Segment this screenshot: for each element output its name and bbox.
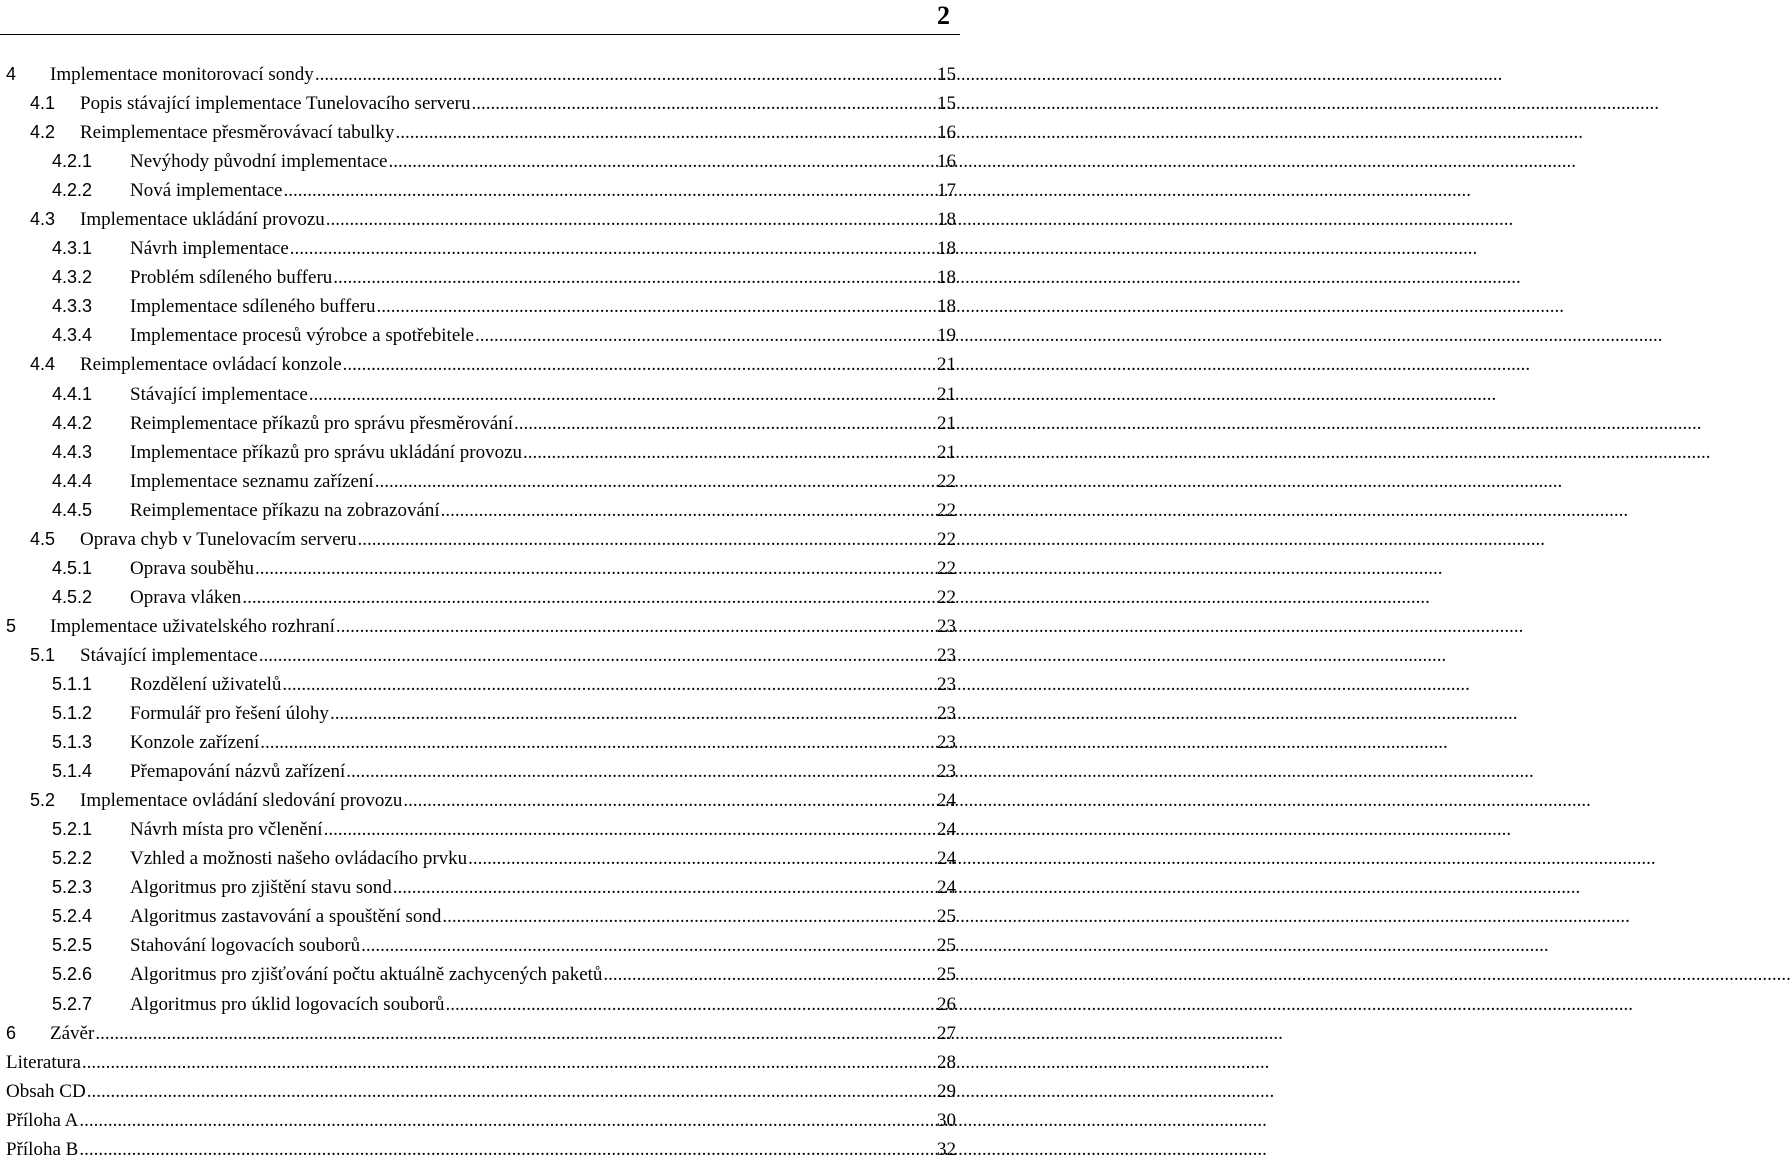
toc-entry-number: 4.4.5 [52, 499, 93, 520]
toc-entry-page: 15 [937, 64, 956, 86]
toc-entry-number: 4.2.1 [52, 151, 93, 172]
toc-entry[interactable] [0, 321, 956, 350]
toc-entry[interactable] [0, 525, 956, 554]
toc-entry-page: 16 [937, 151, 956, 173]
toc-entry-page: 23 [937, 703, 956, 725]
toc-entry-title: Stahování logovacích souborů [130, 935, 361, 957]
toc-entry-title: Stávající implementace [130, 383, 308, 405]
toc-dot-leader [260, 728, 936, 757]
toc-entry-title: Implementace procesů výrobce a spotřebitele [130, 325, 474, 347]
toc-entry-page: 15 [937, 93, 956, 115]
toc-entry[interactable] [0, 263, 956, 292]
toc-entry-title: Implementace monitorovací sondy [50, 64, 314, 86]
toc-entry-title: Reimplementace příkazů pro správu přesměrování [130, 412, 514, 434]
toc-entry[interactable] [0, 118, 956, 147]
toc-entry-page: 29 [937, 1080, 956, 1102]
toc-dot-leader [79, 1106, 936, 1135]
toc-entry-title: Návrh místa pro včlenění [130, 819, 323, 841]
toc-entry-title: Algoritmus pro zjišťování počtu aktuálně zachycených paketů [130, 964, 603, 986]
toc-dot-leader [259, 641, 936, 670]
toc-entry-page: 24 [937, 790, 956, 812]
toc-entry-number: 4.5.1 [52, 557, 93, 578]
toc-dot-leader [283, 176, 936, 205]
toc-entry-number: 4.3.1 [52, 238, 93, 259]
toc-entry[interactable] [0, 612, 956, 641]
toc-entry-number: 5.2.4 [52, 906, 93, 927]
toc-entry-number: 6 [6, 1022, 17, 1043]
toc-entry-title: Reimplementace přesměrovávací tabulky [80, 122, 395, 144]
toc-entry[interactable] [0, 1048, 956, 1077]
toc-entry-number: 5 [6, 615, 17, 636]
toc-entry-title: Reimplementace příkazu na zobrazování [130, 499, 440, 521]
toc-entry-number: 4.4.4 [52, 470, 93, 491]
toc-entry-page: 21 [937, 383, 956, 405]
toc-entry[interactable] [0, 176, 956, 205]
toc-dot-leader [326, 205, 936, 234]
header-rule [0, 34, 960, 35]
toc-entry-number: 4.3.4 [52, 325, 93, 346]
toc-entry-title: Formulář pro řešení úlohy [130, 703, 329, 725]
toc-entry-page: 19 [937, 325, 956, 347]
toc-entry-page: 18 [937, 209, 956, 231]
toc-entry-number: 4.2.2 [52, 180, 93, 201]
toc-entry[interactable] [0, 786, 956, 815]
toc-entry-number: 5.2.2 [52, 848, 93, 869]
toc-entry-title: Nová implementace [130, 180, 283, 202]
toc-entry[interactable] [0, 409, 956, 438]
toc-dot-leader [333, 263, 936, 292]
toc-dot-leader [82, 1048, 936, 1077]
toc-entry[interactable] [0, 641, 956, 670]
toc-entry-number: 5.2.3 [52, 877, 93, 898]
toc-dot-leader [395, 118, 936, 147]
toc-entry-number: 5.1.4 [52, 761, 93, 782]
toc-dot-leader [290, 234, 936, 263]
toc-entry[interactable] [0, 699, 956, 728]
toc-entry[interactable] [0, 350, 956, 379]
toc-dot-leader [393, 873, 936, 902]
toc-entry[interactable] [0, 496, 956, 525]
toc-dot-leader [336, 612, 936, 641]
toc-dot-leader [255, 554, 936, 583]
toc-entry-number: 4.4 [30, 354, 56, 375]
toc-entry-page: 21 [937, 441, 956, 463]
toc-entry[interactable] [0, 467, 956, 496]
toc-dot-leader [330, 699, 936, 728]
toc-entry-title: Literatura [6, 1051, 81, 1073]
toc-entry-number: 4.5 [30, 528, 56, 549]
toc-entry-page: 22 [937, 528, 956, 550]
toc-entry-number: 4.4.2 [52, 412, 93, 433]
toc-dot-leader [523, 438, 936, 467]
toc-entry-title: Implementace příkazů pro správu ukládání provozu [130, 441, 522, 463]
toc-entry-number: 4 [6, 64, 17, 85]
toc-entry-page: 22 [937, 499, 956, 521]
toc-entry-page: 17 [937, 180, 956, 202]
toc-entry-number: 5.1 [30, 644, 56, 665]
toc-entry-title: Příloha A [6, 1109, 79, 1131]
toc-entry-page: 32 [937, 1138, 956, 1160]
toc-dot-leader [441, 496, 936, 525]
toc-entry[interactable] [0, 234, 956, 263]
toc-entry-page: 21 [937, 412, 956, 434]
toc-dot-leader [79, 1135, 936, 1164]
toc-entry-title: Implementace sdíleného bufferu [130, 296, 376, 318]
toc-dot-leader [358, 525, 937, 554]
toc-dot-leader [87, 1077, 936, 1106]
toc-entry-title: Rozdělení uživatelů [130, 674, 282, 695]
toc-entry-title: Stávající implementace [80, 644, 258, 666]
toc-entry-page: 23 [937, 644, 956, 666]
toc-entry-page: 24 [937, 848, 956, 870]
toc-dot-leader [514, 409, 936, 438]
toc-entry-page: 22 [937, 557, 956, 579]
toc-dot-leader [95, 1019, 936, 1048]
toc-entry-title: Oprava chyb v Tunelovacím serveru [80, 528, 357, 550]
toc-dot-leader [403, 786, 936, 815]
toc-entry-number: 5.1.2 [52, 703, 93, 724]
toc-entry-page: 30 [937, 1109, 956, 1131]
toc-entry-title: Implementace ukládání provozu [80, 209, 325, 231]
toc-entry-page: 18 [937, 238, 956, 260]
toc-dot-leader [468, 844, 936, 873]
toc-entry[interactable] [0, 583, 956, 612]
toc-entry-title: Implementace seznamu zařízení [130, 470, 374, 492]
toc-entry-page: 27 [937, 1022, 956, 1044]
toc-entry-page: 23 [937, 761, 956, 783]
toc-entry[interactable] [0, 1135, 956, 1164]
toc-entry-page: 23 [937, 732, 956, 754]
toc-entry-title: Reimplementace ovládací konzole [80, 354, 342, 376]
toc-dot-leader [346, 757, 936, 786]
toc-entry-number: 5.2.7 [52, 993, 93, 1014]
toc-entry-title: Popis stávající implementace Tunelovacího serveru [80, 93, 471, 115]
toc-entry-page: 21 [937, 354, 956, 376]
toc-entry-number: 4.4.3 [52, 441, 93, 462]
toc-entry-title: Problém sdíleného bufferu [130, 267, 333, 289]
toc-entry[interactable] [0, 1106, 956, 1135]
toc-entry-title: Algoritmus zastavování a spouštění sond [130, 906, 442, 928]
toc-entry-title: Konzole zařízení [130, 732, 260, 754]
toc-entry-title: Oprava souběhu [130, 557, 254, 579]
toc-entry[interactable] [0, 380, 956, 409]
toc-entry-page: 25 [937, 906, 956, 928]
table-of-contents [0, 60, 956, 1164]
toc-dot-leader [343, 350, 936, 379]
toc-entry-number: 4.5.2 [52, 586, 93, 607]
toc-entry[interactable] [0, 873, 956, 902]
toc-entry-title: Implementace uživatelského rozhraní [50, 615, 335, 637]
toc-entry[interactable] [0, 670, 956, 699]
toc-dot-leader [242, 583, 936, 612]
toc-entry[interactable] [0, 815, 956, 844]
toc-entry[interactable] [0, 438, 956, 467]
toc-dot-leader [315, 60, 936, 89]
toc-entry-page: 23 [937, 615, 956, 637]
toc-entry-page: 16 [937, 122, 956, 144]
toc-dot-leader [471, 89, 936, 118]
toc-entry-number: 5.1.3 [52, 732, 93, 753]
toc-entry[interactable] [0, 292, 956, 321]
toc-entry-number: 4.2 [30, 122, 56, 143]
toc-entry-page: 23 [937, 674, 956, 695]
toc-entry-title: Vzhled a možnosti našeho ovládacího prvku [130, 848, 468, 870]
toc-entry[interactable] [0, 728, 956, 757]
toc-entry-title: Obsah CD [6, 1080, 86, 1102]
toc-entry[interactable] [0, 89, 956, 118]
toc-entry-page: 22 [937, 470, 956, 492]
page-number: 2 [937, 1, 950, 30]
toc-entry-number: 4.1 [30, 93, 56, 114]
toc-entry-title: Nevýhody původní implementace [130, 151, 388, 173]
toc-entry-title: Oprava vláken [130, 586, 242, 608]
toc-entry-number: 5.2.1 [52, 819, 93, 840]
toc-entry[interactable] [0, 844, 956, 873]
toc-entry-page: 28 [937, 1051, 956, 1073]
toc-entry[interactable] [0, 960, 956, 989]
toc-entry-number: 4.3 [30, 209, 56, 230]
toc-entry[interactable] [0, 902, 956, 931]
toc-entry-page: 18 [937, 267, 956, 289]
toc-entry[interactable] [0, 147, 956, 176]
toc-entry[interactable] [0, 554, 956, 583]
toc-entry-number: 5.2 [30, 790, 56, 811]
toc-dot-leader [375, 467, 936, 496]
toc-entry-number: 4.3.3 [52, 296, 93, 317]
toc-entry-page: 18 [937, 296, 956, 318]
toc-entry-page: 26 [937, 993, 956, 1015]
toc-dot-leader [377, 292, 937, 321]
toc-entry-title: Přemapování názvů zařízení [130, 761, 346, 783]
toc-entry-number: 4.3.2 [52, 267, 93, 288]
toc-dot-leader [475, 321, 936, 350]
toc-entry-page: 25 [937, 964, 956, 986]
toc-entry-page: 22 [937, 586, 956, 608]
toc-entry-title: Příloha B [6, 1138, 79, 1160]
toc-dot-leader [389, 147, 937, 176]
toc-entry-page: 24 [937, 877, 956, 899]
toc-entry-number: 5.2.5 [52, 935, 93, 956]
toc-entry-title: Implementace ovládání sledování provozu [80, 790, 403, 812]
toc-entry-title: Závěr [50, 1022, 95, 1044]
toc-entry[interactable] [0, 1019, 956, 1048]
toc-entry-page: 25 [937, 935, 956, 957]
toc-dot-leader [361, 931, 936, 960]
toc-entry-number: 5.1.1 [52, 674, 93, 694]
toc-dot-leader [603, 960, 936, 989]
toc-entry[interactable] [0, 60, 956, 89]
toc-entry-page: 24 [937, 819, 956, 841]
toc-dot-leader [442, 902, 936, 931]
toc-entry[interactable] [0, 757, 956, 786]
toc-entry[interactable] [0, 990, 956, 1019]
toc-entry-title: Algoritmus pro úklid logovacích souborů [130, 993, 445, 1015]
toc-dot-leader [324, 815, 936, 844]
toc-entry[interactable] [0, 205, 956, 234]
toc-dot-leader [446, 990, 936, 1019]
toc-entry-title: Algoritmus pro zjištění stavu sond [130, 877, 392, 899]
toc-dot-leader [282, 670, 936, 699]
toc-entry-title: Návrh implementace [130, 238, 289, 260]
toc-entry[interactable] [0, 1077, 956, 1106]
toc-entry[interactable] [0, 931, 956, 960]
toc-entry-number: 5.2.6 [52, 964, 93, 985]
toc-dot-leader [309, 380, 936, 409]
toc-entry-number: 4.4.1 [52, 383, 93, 404]
